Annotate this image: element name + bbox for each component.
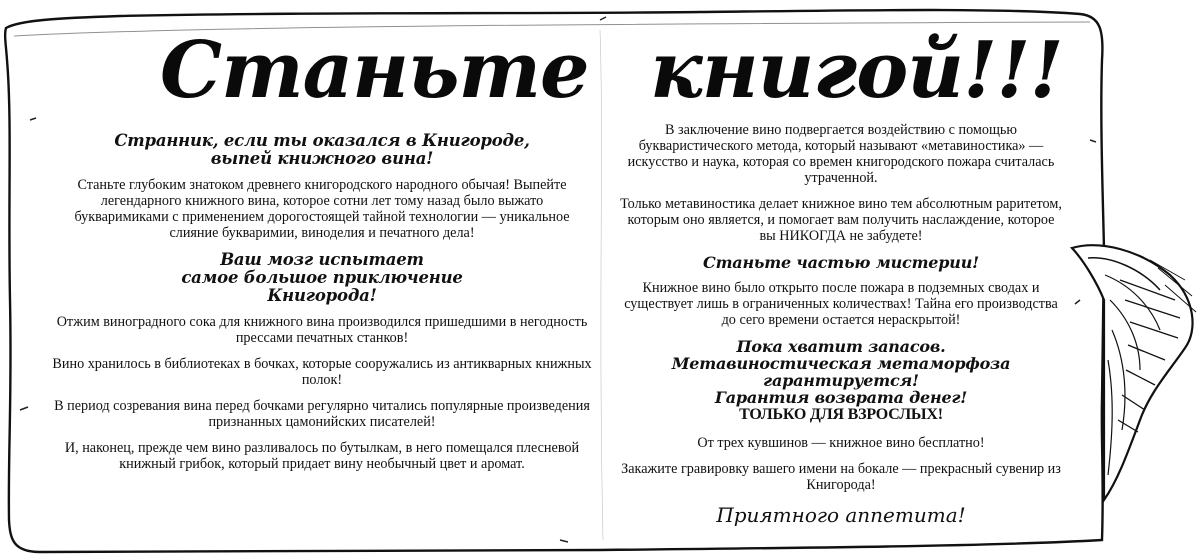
curled-corner [1072,245,1196,500]
right-paragraph-4: От трех кувшинов — книжное вино бесплатно! [697,435,985,451]
right-paragraph-5: Закажите гравировку вашего имени на бокале — прекрасный сувенир из Книгорода! [621,461,1061,493]
right-paragraph-3: Книжное вино было открыто после пожара в подземных сводах и существует лишь в ограниченных количествах! Тайна его производства до сего времени остается нераскрытой! [624,280,1058,328]
title-word-1: Станьте [160,25,589,116]
left-column [52,132,592,482]
right-heading-2-line-4: ТОЛЬКО ДЛЯ ВЗРОСЛЫХ! [739,406,943,423]
right-paragraph-1: В заключение вино подвергается воздействию с помощью букваристического метода, который называют «метавиностика» — искусство и наука, которая со времен книгородского пожара считалась утраченной. [627,122,1055,186]
right-heading-1: Станьте частью мистерии! [703,253,979,272]
right-heading-2-line-1: Пока хватит запасов. [736,337,946,356]
right-heading-2 [618,338,1064,423]
right-column [618,122,1064,527]
left-heading-1 [52,132,592,168]
left-paragraph-5: И, наконец, прежде чем вино разливалось по бутылкам, в него помещался плесневой книжный грибок, который придает вину необычный цвет и аромат. [64,440,580,472]
left-heading-2-line-1: Ваш мозг испытает [220,250,424,269]
left-paragraph-1: Станьте глубоким знатоком древнего книгородского народного обычая! Выпейте легендарного книжного вина, которое сотни лет тому назад было выжато букваримиками с применением дорогостоящей тайной технологии — уникальное слияние букваримии, виноделия и печатного дела! [74,177,570,241]
left-heading-2-line-3: Книгорода! [267,286,377,305]
left-heading-1-line-2: выпей книжного вина! [210,149,434,168]
left-paragraph-4: В период созревания вина перед бочками регулярно читались популярные произведения признанных цамонийских писателей! [54,398,590,430]
left-heading-2 [52,251,592,305]
right-heading-2-line-2: Метавиностическая метаморфоза гарантируется! [671,354,1011,390]
title-word-2: книгой!!! [650,25,1063,116]
left-heading-1-line-1: Странник, если ты оказался в Книгороде, [114,131,530,150]
right-paragraph-2: Только метавиностика делает книжное вино тем абсолютным раритетом, которым оно является, и помогает вам получить наслаждение, которое вы НИКОГДА не забудете! [620,196,1062,244]
left-heading-2-line-2: самое большое приключение [181,268,463,287]
left-paragraph-2: Отжим виноградного сока для книжного вина производился пришедшими в негодность прессами печатных станков! [56,314,588,346]
signoff: Приятного аппетита! [716,503,966,527]
right-heading-2-line-3: Гарантия возврата денег! [714,388,968,407]
center-fold [600,30,603,540]
left-paragraph-3: Вино хранилось в библиотеках в бочках, которые сооружались из антикварных книжных полок! [52,356,592,388]
